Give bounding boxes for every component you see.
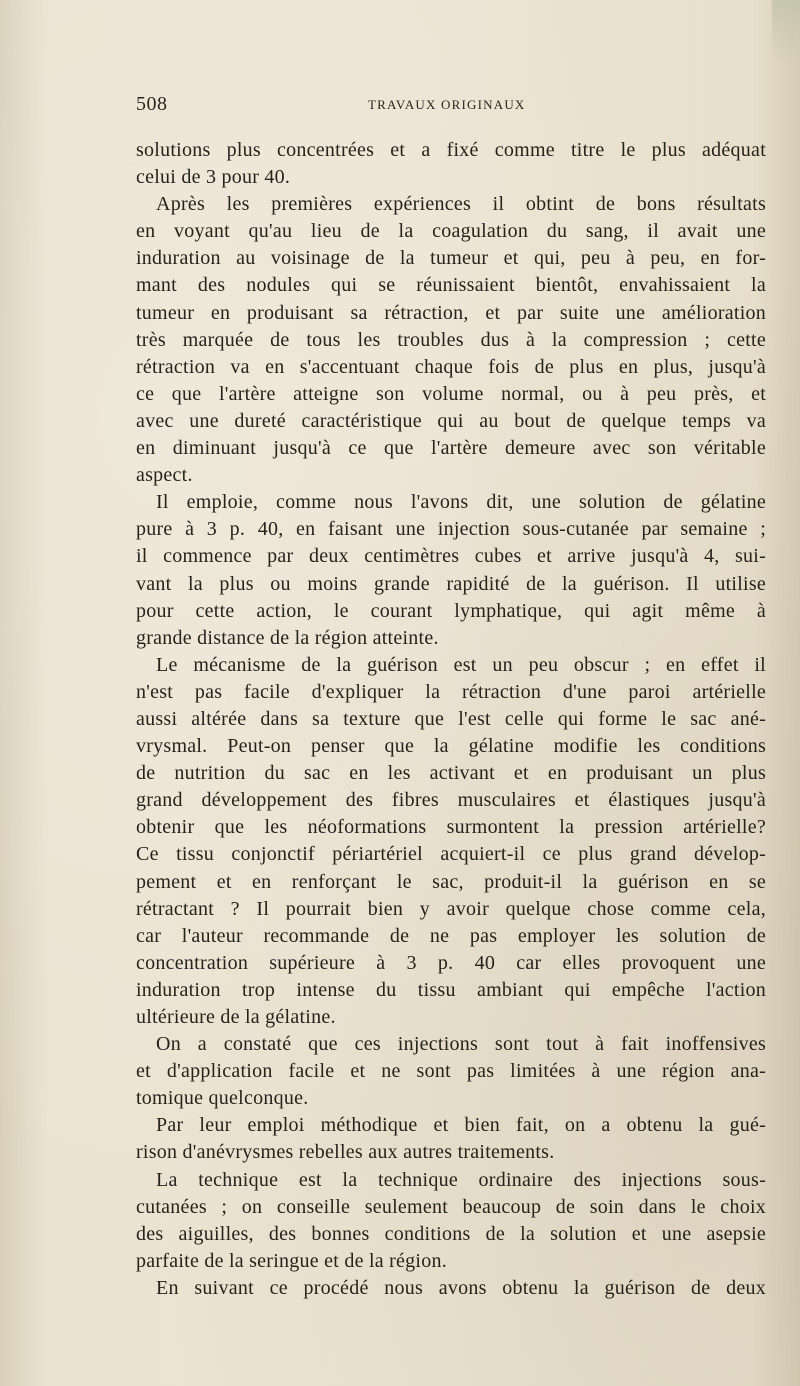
text-line: mant des nodules qui se réunissaient bientôt, envahissaient la <box>136 274 766 297</box>
text-line: Le mécanisme de la guérison est un peu obscur ; en effet il <box>156 653 766 676</box>
text-line: pure à 3 p. 40, en faisant une injection sous-cutanée par semaine ; <box>136 518 766 541</box>
text-line: cutanées ; on conseille seulement beaucoup de soin dans le choix <box>136 1195 766 1218</box>
text-line: En suivant ce procédé nous avons obtenu la guérison de deux <box>156 1276 766 1299</box>
text-line: tumeur en produisant sa rétraction, et par suite une amélioration <box>136 301 766 324</box>
body-text <box>136 137 766 1302</box>
text-line: grand développement des fibres musculaires et élastiques jusqu'à <box>136 789 766 812</box>
running-head: TRAVAUX ORIGINAUX <box>368 97 526 112</box>
text-line: très marquée de tous les troubles dus à la compression ; cette <box>136 328 766 351</box>
text-line: aspect. <box>136 464 193 487</box>
text-line: grande distance de la région atteinte. <box>136 626 439 649</box>
text-line: pour cette action, le courant lymphatique, qui agit même à <box>136 599 766 622</box>
text-line: et d'application facile et ne sont pas limitées à une région ana- <box>136 1060 766 1083</box>
text-line: rétraction va en s'accentuant chaque fois de plus en plus, jusqu'à <box>136 355 766 378</box>
text-line: obtenir que les néoformations surmontent la pression artérielle? <box>136 816 766 839</box>
text-line: parfaite de la seringue et de la région. <box>136 1249 447 1272</box>
text-line: rison d'anévrysmes rebelles aux autres traitements. <box>136 1141 555 1164</box>
text-line: Il emploie, comme nous l'avons dit, une solution de gélatine <box>156 491 766 514</box>
text-line: Ce tissu conjonctif périartériel acquiert-il ce plus grand dévelop- <box>136 843 766 866</box>
page-header <box>136 93 764 123</box>
text-line: vant la plus ou moins grande rapidité de la guérison. Il utilise <box>136 572 766 595</box>
text-line: La technique est la technique ordinaire des injections sous- <box>156 1168 766 1191</box>
text-line: avec une dureté caractéristique qui au bout de quelque temps va <box>136 409 766 432</box>
text-line: car l'auteur recommande de ne pas employer les solution de <box>136 924 766 947</box>
text-line: Par leur emploi méthodique et bien fait, on a obtenu la gué- <box>156 1114 766 1137</box>
page-corner-shading <box>772 0 800 60</box>
text-line: tomique quelconque. <box>136 1087 309 1110</box>
text-line: rétractant ? Il pourrait bien y avoir quelque chose comme cela, <box>136 897 766 920</box>
text-line: n'est pas facile d'expliquer la rétraction d'une paroi artérielle <box>136 680 766 703</box>
text-line: Après les premières expériences il obtint de bons résultats <box>156 193 766 216</box>
page-number: 508 <box>136 93 168 115</box>
text-line: des aiguilles, des bonnes conditions de la solution et une asepsie <box>136 1222 766 1245</box>
text-line: de nutrition du sac en les activant et en produisant un plus <box>136 762 766 785</box>
text-line: solutions plus concentrées et a fixé comme titre le plus adéquat <box>136 139 766 161</box>
text-line: en diminuant jusqu'à ce que l'artère demeure avec son véritable <box>136 437 766 460</box>
text-line: concentration supérieure à 3 p. 40 car elles provoquent une <box>136 951 766 974</box>
text-line: pement et en renforçant le sac, produit-il la guérison en se <box>136 870 766 893</box>
text-line: celui de 3 pour 40. <box>136 166 291 189</box>
text-line: en voyant qu'au lieu de la coagulation du sang, il avait une <box>136 220 766 243</box>
text-line: On a constaté que ces injections sont tout à fait inoffensives <box>156 1033 766 1056</box>
text-line: induration au voisinage de la tumeur et qui, peu à peu, en for- <box>136 247 766 270</box>
text-line: induration trop intense du tissu ambiant qui empêche l'action <box>136 978 766 1001</box>
text-line: vrysmal. Peut-on penser que la gélatine modifie les conditions <box>136 735 766 758</box>
text-line: il commence par deux centimètres cubes et arrive jusqu'à 4, sui- <box>136 545 766 568</box>
text-line: ultérieure de la gélatine. <box>136 1006 336 1028</box>
text-line: ce que l'artère atteigne son volume normal, ou à peu près, et <box>136 382 766 405</box>
text-line: aussi altérée dans sa texture que l'est celle qui forme le sac ané- <box>136 707 766 730</box>
